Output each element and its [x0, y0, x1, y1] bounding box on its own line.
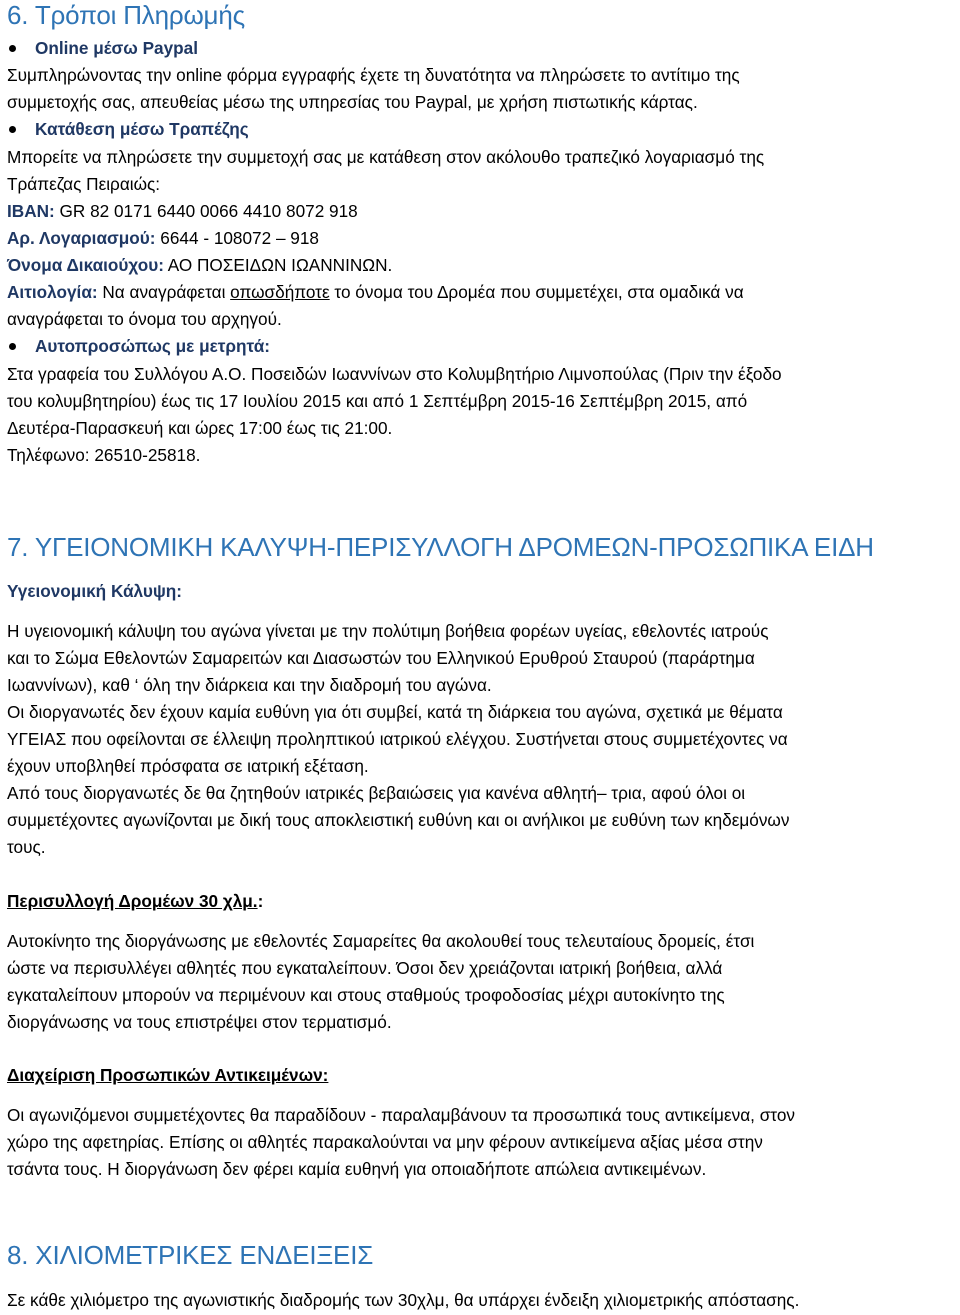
health-line: έχουν υποβληθεί πρόσφατα σε ιατρική εξέταση. — [7, 756, 369, 776]
account-label: Αρ. Λογαριασμού: — [7, 228, 156, 248]
collection-line: διοργάνωσης να τους επιστρέψει στον τερματισμό. — [7, 1012, 392, 1032]
reason-label: Αιτιολογία: — [7, 282, 98, 302]
account-line — [7, 227, 319, 249]
bank-text-2: Τράπεζας Πειραιώς: — [7, 174, 161, 194]
bank-text-1: Μπορείτε να πληρώσετε την συμμετοχή σας με κατάθεση στον ακόλουθο τραπεζικό λογαριασμό της — [7, 147, 765, 167]
collection-line: εγκαταλείπουν μπορούν να περιμένουν και στους σταθμούς τροφοδοσίας μέχρι αυτοκίνητο της — [7, 985, 725, 1005]
items-line: Οι αγωνιζόμενοι συμμετέχοντες θα παραδίδουν - παραλαμβάνουν τα προσωπικά τους αντικείμενα, στον — [7, 1105, 796, 1125]
collection-line: ώστε να περισυλλέγει αθλητές που εγκαταλείπουν. Όσοι δεν χρειάζονται ιατρική βοήθεια, αλλά — [7, 958, 723, 978]
section-6-title: 6. Τρόποι Πληρωμής — [7, 0, 245, 30]
cash-heading: Αυτοπροσώπως με μετρητά: — [35, 336, 271, 356]
bullet-icon — [9, 45, 16, 52]
collection-heading-line — [7, 890, 263, 912]
health-line: ΥΓΕΙΑΣ που οφείλονται σε έλλειψη προληπτικού ιατρικού ελέγχου. Συστήνεται στους συμμετέχοντες να — [7, 729, 788, 749]
section-7-title: 7. ΥΓΕΙΟΝΟΜΙΚΗ ΚΑΛΥΨΗ-ΠΕΡΙΣΥΛΛΟΓΗ ΔΡΟΜΕΩΝ-ΠΡΟΣΩΠΙΚΑ ΕΙΔΗ — [7, 532, 874, 562]
collection-heading: Περισυλλογή Δρομέων 30 χλμ. — [7, 891, 258, 911]
collection-line: Αυτοκίνητο της διοργάνωσης με εθελοντές Σαμαρείτες θα ακολουθεί τους τελευταίους δρομείς, έτσι — [7, 931, 755, 951]
holder-label: Όνομα Δικαιούχου: — [7, 255, 164, 275]
cash-phone: Τηλέφωνο: 26510-25818. — [7, 445, 201, 465]
reason-text-2: αναγράφεται το όνομα του αρχηγού. — [7, 309, 282, 329]
health-line: Η υγειονομική κάλυψη του αγώνα γίνεται με την πολύτιμη βοήθεια φορέων υγείας, εθελοντές ιατρούς — [7, 621, 769, 641]
bullet-icon — [9, 343, 16, 350]
reason-line — [7, 281, 744, 303]
reason-text-a: Να αναγράφεται — [97, 282, 231, 302]
km-markers-text: Σε κάθε χιλιόμετρο της αγωνιστικής διαδρομής των 30χλμ, θα υπάρχει ένδειξη χιλιομετρικής απόστασης. — [7, 1290, 800, 1310]
reason-text-b: το όνομα του Δρομέα που συμμετέχει, στα ομαδικά να — [329, 282, 744, 302]
paypal-heading: Online μέσω Paypal — [35, 38, 198, 58]
reason-text-underlined: οπωσδήποτε — [230, 282, 330, 302]
cash-text-2: του κολυμβητηρίου) έως τις 17 Ιουλίου 2015 και από 1 Σεπτέμβρη 2015-16 Σεπτέμβρη 2015, από — [7, 391, 748, 411]
iban-line — [7, 200, 358, 222]
health-line: συμμετέχοντες αγωνίζονται με δική τους αποκλειστική ευθύνη και οι ανήλικοι με ευθύνη των κηδεμόνων — [7, 810, 790, 830]
items-heading: Διαχείριση Προσωπικών Αντικειμένων: — [7, 1065, 329, 1085]
cash-text-1: Στα γραφεία του Συλλόγου Α.Ο. Ποσειδών Ιωαννίνων στο Κολυμβητήριο Λιμνοπούλας (Πριν την έξοδο — [7, 364, 782, 384]
iban-value: GR 82 0171 6440 0066 4410 8072 918 — [54, 201, 358, 221]
holder-line — [7, 254, 392, 276]
health-heading: Υγειονομική Κάλυψη: — [7, 581, 183, 601]
bank-heading: Κατάθεση μέσω Τραπέζης — [35, 119, 249, 139]
items-line: χώρο της αφετηρίας. Επίσης οι αθλητές παρακαλούνται να μην φέρουν αντικείμενα αξίας μέσα στην — [7, 1132, 763, 1152]
health-line: και το Σώμα Εθελοντών Σαμαρειτών και Διασωστών του Ελληνικού Ερυθρού Σταυρού (παράρτημα — [7, 648, 755, 668]
section-8-title: 8. ΧΙΛΙΟΜΕΤΡΙΚΕΣ ΕΝΔΕΙΞΕΙΣ — [7, 1240, 374, 1270]
holder-value: ΑΟ ΠΟΣΕΙΔΩΝ ΙΩΑΝΝΙΝΩΝ. — [163, 255, 393, 275]
health-line: τους. — [7, 837, 46, 857]
items-line: τσάντα τους. Η διοργάνωση δεν φέρει καμία ευθηνή για οποιαδήποτε απώλεια αντικειμένων. — [7, 1159, 707, 1179]
iban-label: IBAN: — [7, 201, 55, 221]
paypal-text-2: συμμετοχής σας, απευθείας μέσω της υπηρεσίας του Paypal, με χρήση πιστωτικής κάρτας. — [7, 92, 698, 112]
health-line: Ιωαννίνων), καθ ‘ όλη την διάρκεια και την διαδρομή του αγώνα. — [7, 675, 492, 695]
collection-heading-colon: : — [257, 891, 264, 911]
paypal-text-1: Συμπληρώνοντας την online φόρμα εγγραφής έχετε τη δυνατότητα να πληρώσετε το αντίτιμο της — [7, 65, 740, 85]
health-line: Από τους διοργανωτές δε θα ζητηθούν ιατρικές βεβαιώσεις για κανένα αθλητή– τρια, αφού όλοι οι — [7, 783, 746, 803]
cash-text-3: Δευτέρα-Παρασκευή και ώρες 17:00 έως τις 21:00. — [7, 418, 393, 438]
health-line: Οι διοργανωτές δεν έχουν καμία ευθύνη για ότι συμβεί, κατά τη διάρκεια του αγώνα, σχετικά με θέματα — [7, 702, 783, 722]
account-value: 6644 - 108072 – 918 — [155, 228, 319, 248]
bullet-icon — [9, 126, 16, 133]
